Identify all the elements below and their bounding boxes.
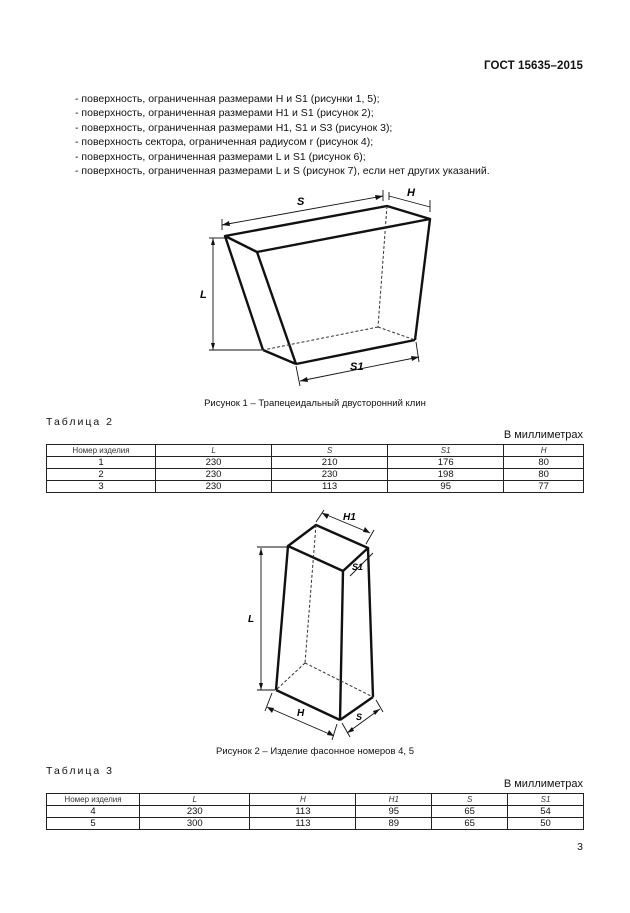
table-cell: 4 xyxy=(47,806,140,818)
figure-1-label-s: S xyxy=(297,196,305,208)
table-header-cell: H1 xyxy=(356,794,432,806)
figure-1-label-l: L xyxy=(200,289,207,301)
table-row xyxy=(47,818,584,830)
table-cell: 1 xyxy=(47,457,156,469)
bullet-item: - поверхность, ограниченная размерами L и S (рисунок 7), если нет других указаний. xyxy=(75,165,490,178)
table-header-cell: L xyxy=(140,794,250,806)
table-cell: 95 xyxy=(356,806,432,818)
table-cell: 198 xyxy=(388,469,504,481)
figure-2-label-h1: H1 xyxy=(343,512,356,523)
table-header-cell: S1 xyxy=(388,445,504,457)
table-row xyxy=(47,481,584,493)
figure-2-label-s1: S1 xyxy=(352,562,364,572)
table-cell: 113 xyxy=(250,818,356,830)
table-cell: 2 xyxy=(47,469,156,481)
table-header-row xyxy=(47,445,584,457)
table-header-row xyxy=(47,794,584,806)
table-cell: 54 xyxy=(508,806,584,818)
bullet-item: - поверхность сектора, ограниченная радиусом r (рисунок 4); xyxy=(75,136,374,149)
table-cell: 230 xyxy=(156,457,272,469)
table-header-cell: Номер изделия xyxy=(47,445,156,457)
table-header-cell: L xyxy=(156,445,272,457)
table-cell: 95 xyxy=(388,481,504,493)
table-cell: 77 xyxy=(504,481,584,493)
table-header-cell: S1 xyxy=(508,794,584,806)
page-number: 3 xyxy=(577,841,583,853)
table-header-cell: H xyxy=(250,794,356,806)
table-cell: 65 xyxy=(432,818,508,830)
table-3-units: В миллиметрах xyxy=(503,778,583,790)
table-cell: 50 xyxy=(508,818,584,830)
table-cell: 80 xyxy=(504,469,584,481)
figure-2-drawing xyxy=(0,500,630,740)
table-cell: 230 xyxy=(140,806,250,818)
table-header-cell: Номер изделия xyxy=(47,794,140,806)
bullet-item: - поверхность, ограниченная размерами H1, S1 и S3 (рисунок 3); xyxy=(75,121,393,134)
table-3-label: Таблица 3 xyxy=(46,765,114,777)
table-cell: 300 xyxy=(140,818,250,830)
table-header-cell: S xyxy=(432,794,508,806)
table-2 xyxy=(46,444,584,493)
table-cell: 210 xyxy=(272,457,388,469)
figure-1-caption: Рисунок 1 – Трапецеидальный двусторонний клин xyxy=(204,398,426,409)
table-cell: 230 xyxy=(156,469,272,481)
table-cell: 230 xyxy=(272,469,388,481)
table-2-units: В миллиметрах xyxy=(503,429,583,441)
table-row xyxy=(47,469,584,481)
table-3 xyxy=(46,793,584,830)
table-cell: 80 xyxy=(504,457,584,469)
table-cell: 113 xyxy=(272,481,388,493)
figure-2-caption: Рисунок 2 – Изделие фасонное номеров 4, 5 xyxy=(216,746,414,757)
bullet-item: - поверхность, ограниченная размерами H1 и S1 (рисунок 2); xyxy=(75,107,374,120)
table-cell: 89 xyxy=(356,818,432,830)
table-cell: 65 xyxy=(432,806,508,818)
table-cell: 113 xyxy=(250,806,356,818)
bullet-item: - поверхность, ограниченная размерами H и S1 (рисунки 1, 5); xyxy=(75,93,380,105)
bullet-item: - поверхность, ограниченная размерами L и S1 (рисунок 6); xyxy=(75,150,366,163)
table-cell: 176 xyxy=(388,457,504,469)
table-2-label: Таблица 2 xyxy=(46,416,114,428)
table-cell: 5 xyxy=(47,818,140,830)
table-header-cell: H xyxy=(504,445,584,457)
table-row xyxy=(47,806,584,818)
figure-2-label-h: H xyxy=(297,708,305,719)
table-row xyxy=(47,457,584,469)
figure-1-label-s1: S1 xyxy=(350,361,364,373)
figure-2-label-l: L xyxy=(248,614,255,625)
figure-1-drawing xyxy=(0,0,630,400)
table-header-cell: S xyxy=(272,445,388,457)
document-id: ГОСТ 15635–2015 xyxy=(483,60,583,72)
figure-1-label-h: H xyxy=(407,187,415,199)
table-cell: 3 xyxy=(47,481,156,493)
figure-2-label-s: S xyxy=(356,712,363,722)
table-cell: 230 xyxy=(156,481,272,493)
